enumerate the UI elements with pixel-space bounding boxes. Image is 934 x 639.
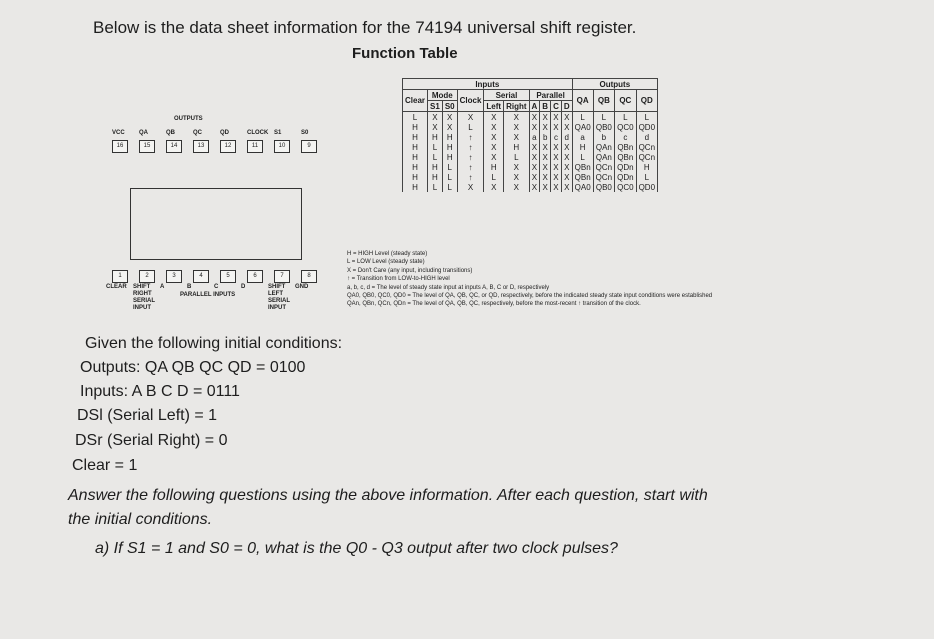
table-cell: QAn (593, 142, 614, 152)
bottom-pin: 5 (220, 270, 236, 283)
legend-line: L = LOW Level (steady state) (347, 259, 425, 266)
table-cell: d (561, 132, 572, 142)
table-cell: H (403, 142, 428, 152)
table-cell: X (484, 182, 504, 192)
table-cell: QDn (615, 172, 636, 182)
table-cell: L (572, 152, 593, 162)
table-cell: QB0 (593, 122, 614, 132)
table-cell: X (561, 152, 572, 162)
table-cell: X (561, 142, 572, 152)
table-cell: X (561, 122, 572, 132)
table-cell: QA0 (572, 182, 593, 192)
right-header: Right (504, 101, 529, 112)
table-cell: L (403, 112, 428, 123)
table-cell: X (529, 122, 540, 132)
bottom-pin-label: A (160, 284, 165, 290)
qb-header: QB (593, 90, 614, 112)
s0-header: S0 (442, 101, 457, 112)
table-cell: L (504, 152, 529, 162)
question-a: a) If S1 = 1 and S0 = 0, what is the Q0 - Q3 output after two clock pulses? (95, 540, 618, 557)
table-cell: b (593, 132, 614, 142)
table-cell: QCn (636, 152, 657, 162)
table-cell: X (457, 182, 484, 192)
top-pin: 12 (220, 140, 236, 153)
mode-header: Mode (428, 90, 458, 101)
table-cell: X (504, 132, 529, 142)
table-cell: X (504, 162, 529, 172)
table-cell: X (529, 112, 540, 123)
table-cell: c (551, 132, 562, 142)
table-cell: ↑ (457, 152, 484, 162)
qc-header: QC (615, 90, 636, 112)
legend-line: QA0, QB0, QC0, QD0 = The level of QA, QB, QC, or QD, respectively, before the indicated steady state input conditions were established (347, 293, 713, 300)
table-cell: L (572, 112, 593, 123)
table-cell: QDn (615, 162, 636, 172)
table-cell: a (529, 132, 540, 142)
table-cell: H (428, 172, 443, 182)
table-cell: X (529, 142, 540, 152)
table-cell: d (636, 132, 657, 142)
bottom-pin: 7 (274, 270, 290, 283)
table-cell: H (504, 142, 529, 152)
top-pin: 16 (112, 140, 128, 153)
top-pin-label: QD (220, 130, 229, 136)
table-cell: L (484, 172, 504, 182)
initial-inputs: Inputs: A B C D = 0111 (80, 383, 240, 400)
parallel-inputs-label: PARALLEL INPUTS (180, 292, 236, 298)
chip-pinout-diagram (108, 110, 333, 325)
table-cell: X (540, 142, 551, 152)
table-cell: QBn (615, 152, 636, 162)
table-cell: H (403, 172, 428, 182)
table-cell: QA0 (572, 122, 593, 132)
table-cell: X (551, 142, 562, 152)
table-cell: X (540, 122, 551, 132)
clear-value: Clear = 1 (72, 457, 138, 474)
table-cell: X (529, 152, 540, 162)
table-cell: X (551, 182, 562, 192)
legend (347, 250, 712, 309)
table-cell: X (428, 122, 443, 132)
top-pin: 11 (247, 140, 263, 153)
top-pin: 9 (301, 140, 317, 153)
table-cell: X (484, 152, 504, 162)
clear-header: Clear (403, 90, 428, 112)
table-cell: H (636, 162, 657, 172)
top-pin-label: QC (193, 130, 202, 136)
table-cell: X (540, 172, 551, 182)
qd-header: QD (636, 90, 657, 112)
table-cell: QC0 (615, 122, 636, 132)
table-cell: X (529, 162, 540, 172)
table-cell: H (484, 162, 504, 172)
serial-header: Serial (484, 90, 529, 101)
table-cell: L (593, 112, 614, 123)
clock-header: Clock (457, 90, 484, 112)
bottom-pin-label: SHIFT RIGHT SERIAL INPUT (133, 284, 155, 311)
instructions-line-2: the initial conditions. (68, 511, 213, 528)
table-cell: X (561, 112, 572, 123)
table-cell: QAn (593, 152, 614, 162)
table-row (403, 132, 658, 142)
table-cell: X (551, 112, 562, 123)
parallel-header: Parallel (529, 90, 572, 101)
table-cell: L (636, 112, 657, 123)
instructions-line-1: Answer the following questions using the above information. After each question, start with (68, 487, 708, 504)
table-cell: QD0 (636, 122, 657, 132)
table-cell: X (551, 122, 562, 132)
top-pin-label: QA (139, 130, 148, 136)
table-cell: L (428, 182, 443, 192)
table-cell: L (615, 112, 636, 123)
table-cell: X (540, 182, 551, 192)
top-pin: 13 (193, 140, 209, 153)
table-cell: H (403, 122, 428, 132)
bottom-pin: 3 (166, 270, 182, 283)
table-cell: QD0 (636, 182, 657, 192)
table-cell: L (457, 122, 484, 132)
table-cell: QCn (593, 172, 614, 182)
table-cell: L (442, 172, 457, 182)
table-cell: X (551, 172, 562, 182)
table-cell: X (442, 112, 457, 123)
table-cell: L (442, 182, 457, 192)
table-cell: X (504, 182, 529, 192)
serial-right: DSr (Serial Right) = 0 (75, 432, 228, 449)
s1-header: S1 (428, 101, 443, 112)
given-heading: Given the following initial conditions: (85, 335, 343, 352)
top-pin-label: VCC (112, 130, 125, 136)
table-cell: X (428, 112, 443, 123)
page-title: Below is the data sheet information for the 74194 universal shift register. (93, 18, 637, 37)
table-cell: X (540, 152, 551, 162)
bottom-pin-label: B (187, 284, 192, 290)
table-cell: X (529, 172, 540, 182)
table-cell: L (428, 142, 443, 152)
table-cell: QCn (636, 142, 657, 152)
function-table (402, 78, 658, 192)
d-header: D (561, 101, 572, 112)
initial-outputs: Outputs: QA QB QC QD = 0100 (80, 359, 306, 376)
table-cell: L (428, 152, 443, 162)
table-cell: c (615, 132, 636, 142)
bottom-pin: 2 (139, 270, 155, 283)
table-cell: X (484, 122, 504, 132)
table-cell: H (442, 142, 457, 152)
bottom-pin-label: GND (295, 284, 309, 290)
left-header: Left (484, 101, 504, 112)
table-cell: X (561, 182, 572, 192)
table-cell: X (529, 182, 540, 192)
table-row (403, 182, 658, 192)
bottom-pin-label: D (241, 284, 246, 290)
table-row (403, 142, 658, 152)
table-row (403, 112, 658, 123)
table-cell: H (403, 132, 428, 142)
function-table-title: Function Table (352, 45, 458, 62)
legend-line: a, b, c, d = The level of steady state input at inputs A, B, C or D, respectively (347, 284, 550, 291)
table-row (403, 122, 658, 132)
table-cell: X (540, 162, 551, 172)
table-cell: ↑ (457, 142, 484, 152)
table-cell: QBn (572, 172, 593, 182)
table-cell: L (636, 172, 657, 182)
qa-header: QA (572, 90, 593, 112)
table-cell: X (504, 122, 529, 132)
table-cell: H (442, 152, 457, 162)
table-cell: ↑ (457, 132, 484, 142)
table-cell: X (484, 112, 504, 123)
a-header: A (529, 101, 540, 112)
table-cell: H (428, 132, 443, 142)
serial-left: DSl (Serial Left) = 1 (77, 407, 218, 424)
table-cell: X (504, 112, 529, 123)
table-row (403, 172, 658, 182)
table-cell: ↑ (457, 162, 484, 172)
legend-line: H = HIGH Level (steady state) (347, 251, 428, 257)
legend-line: X = Don't Care (any input, including transitions) (347, 267, 473, 274)
table-cell: X (540, 112, 551, 123)
bottom-pin: 6 (247, 270, 263, 283)
table-cell: X (551, 152, 562, 162)
table-cell: H (403, 162, 428, 172)
table-cell: ↑ (457, 172, 484, 182)
table-cell: X (504, 172, 529, 182)
outputs-label: OUTPUTS (174, 116, 203, 122)
outputs-header: Outputs (572, 79, 657, 90)
top-pin: 14 (166, 140, 182, 153)
table-cell: X (442, 122, 457, 132)
table-cell: X (551, 162, 562, 172)
chip-body (130, 188, 302, 260)
table-cell: X (457, 112, 484, 123)
bottom-pin-label: SHIFT LEFT SERIAL INPUT (268, 284, 290, 311)
table-cell: X (484, 142, 504, 152)
table-cell: X (561, 172, 572, 182)
legend-line: QAn, QBn, QCn, QDn = The level of QA, QB, QC, respectively, before the most-recent ↑ transition of the clock. (347, 301, 641, 308)
table-cell: H (428, 162, 443, 172)
top-pin: 15 (139, 140, 155, 153)
bottom-pin-label: CLEAR (106, 284, 127, 290)
table-cell: a (572, 132, 593, 142)
table-cell: X (561, 162, 572, 172)
bottom-pin: 1 (112, 270, 128, 283)
bottom-pin: 8 (301, 270, 317, 283)
table-cell: H (403, 152, 428, 162)
top-pin-label: S1 (274, 130, 282, 136)
table-cell: H (442, 132, 457, 142)
table-cell: QC0 (615, 182, 636, 192)
table-cell: L (442, 162, 457, 172)
inputs-header: Inputs (403, 79, 573, 90)
table-cell: QBn (615, 142, 636, 152)
top-pin-label: CLOCK (247, 130, 269, 136)
table-cell: QB0 (593, 182, 614, 192)
top-pin-label: S0 (301, 130, 309, 136)
table-cell: QBn (572, 162, 593, 172)
table-row (403, 162, 658, 172)
table-cell: H (403, 182, 428, 192)
c-header: C (551, 101, 562, 112)
function-table-body (403, 112, 658, 193)
table-row (403, 152, 658, 162)
table-cell: H (572, 142, 593, 152)
legend-line: ↑ = Transition from LOW-to-HIGH level (347, 276, 450, 283)
b-header: B (540, 101, 551, 112)
table-cell: QCn (593, 162, 614, 172)
table-cell: b (540, 132, 551, 142)
top-pin-label: QB (166, 130, 175, 136)
bottom-pin-label: C (214, 284, 219, 290)
table-cell: X (484, 132, 504, 142)
bottom-pin: 4 (193, 270, 209, 283)
top-pin: 10 (274, 140, 290, 153)
